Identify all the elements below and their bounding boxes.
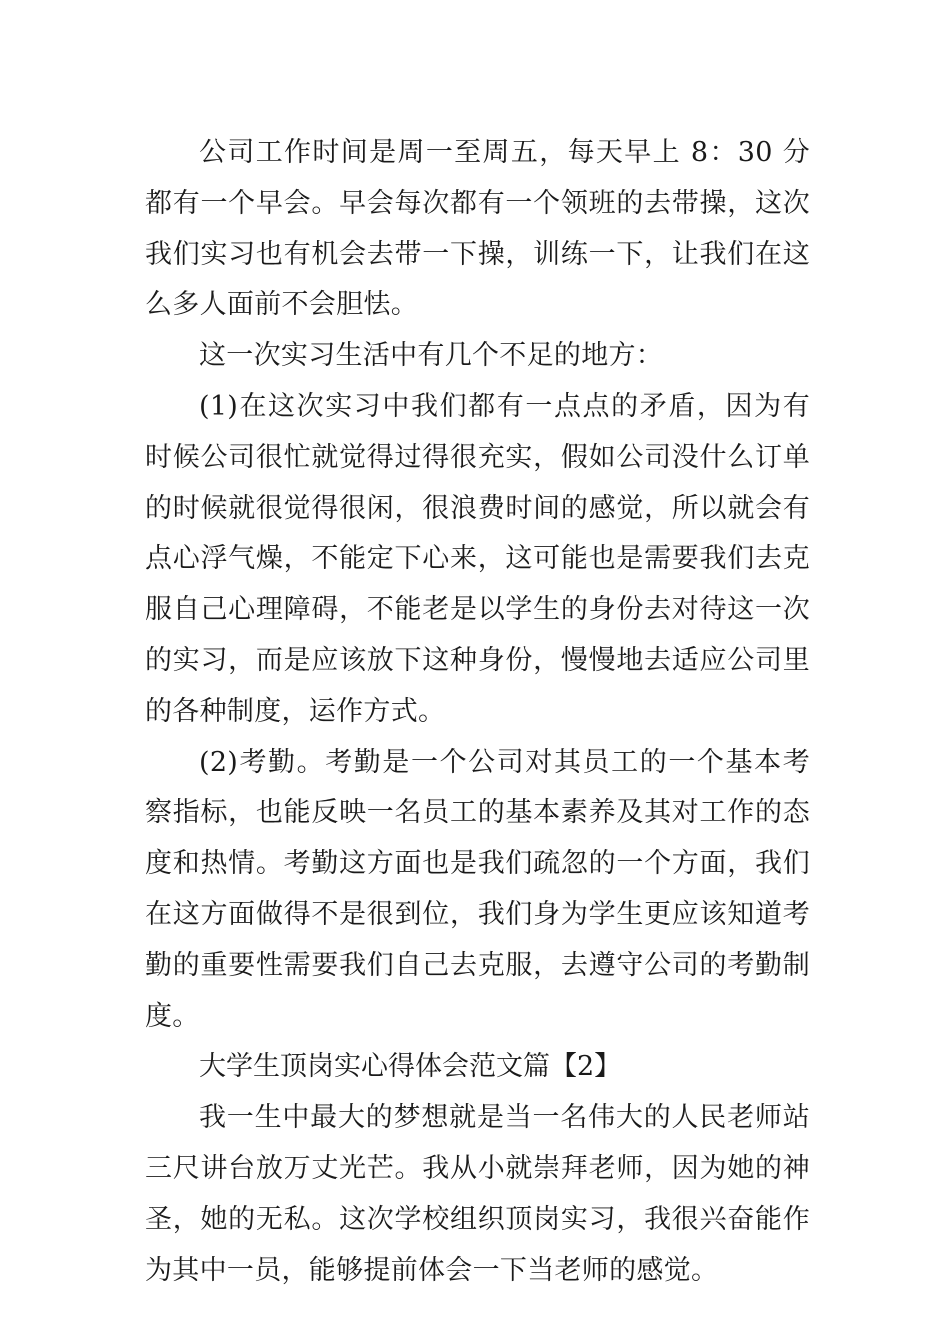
paragraph-work-hours: 公司工作时间是周一至周五，每天早上 8：30 分都有一个早会。早会每次都有一个领班的去带操，这次我们实习也有机会去带一下操，训练一下，让我们在这么多人面前不会胆怯。 <box>145 137 810 321</box>
section-heading: 大学生顶岗实心得体会范文篇【2】 <box>199 1051 622 1083</box>
paragraph-point-2: (2)考勤。考勤是一个公司对其员工的一个基本考察指标，也能反映一名员工的基本素养及其对工作的态度和热情。考勤这方面也是我们疏忽的一个方面，我们在这方面做得不是很到位，我们身为学生更应该知道考勤的重要性需要我们自己去克服，去遵守公司的考勤制度。 <box>145 746 810 1032</box>
paragraph-point-1: (1)在这次实习中我们都有一点点的矛盾，因为有时候公司很忙就觉得过得很充实，假如公司没什么订单的时候就很觉得很闲，很浪费时间的感觉，所以就会有点心浮气燥，不能定下心来，这可能也是需要我们去克服自己心理障碍，不能老是以学生的身份去对待这一次的实习，而是应该放下这种身份，慢慢地去适应公司里的各种制度，运作方式。 <box>145 390 810 727</box>
paragraph-dream: 我一生中最大的梦想就是当一名伟大的人民老师站三尺讲台放万丈光芒。我从小就崇拜老师，因为她的神圣，她的无私。这次学校组织顶岗实习，我很兴奋能作为其中一员，能够提前体会一下当老师的感觉。 <box>145 1102 810 1286</box>
document-body <box>145 128 810 1296</box>
paragraph-shortcomings-intro: 这一次实习生活中有几个不足的地方： <box>199 340 664 372</box>
